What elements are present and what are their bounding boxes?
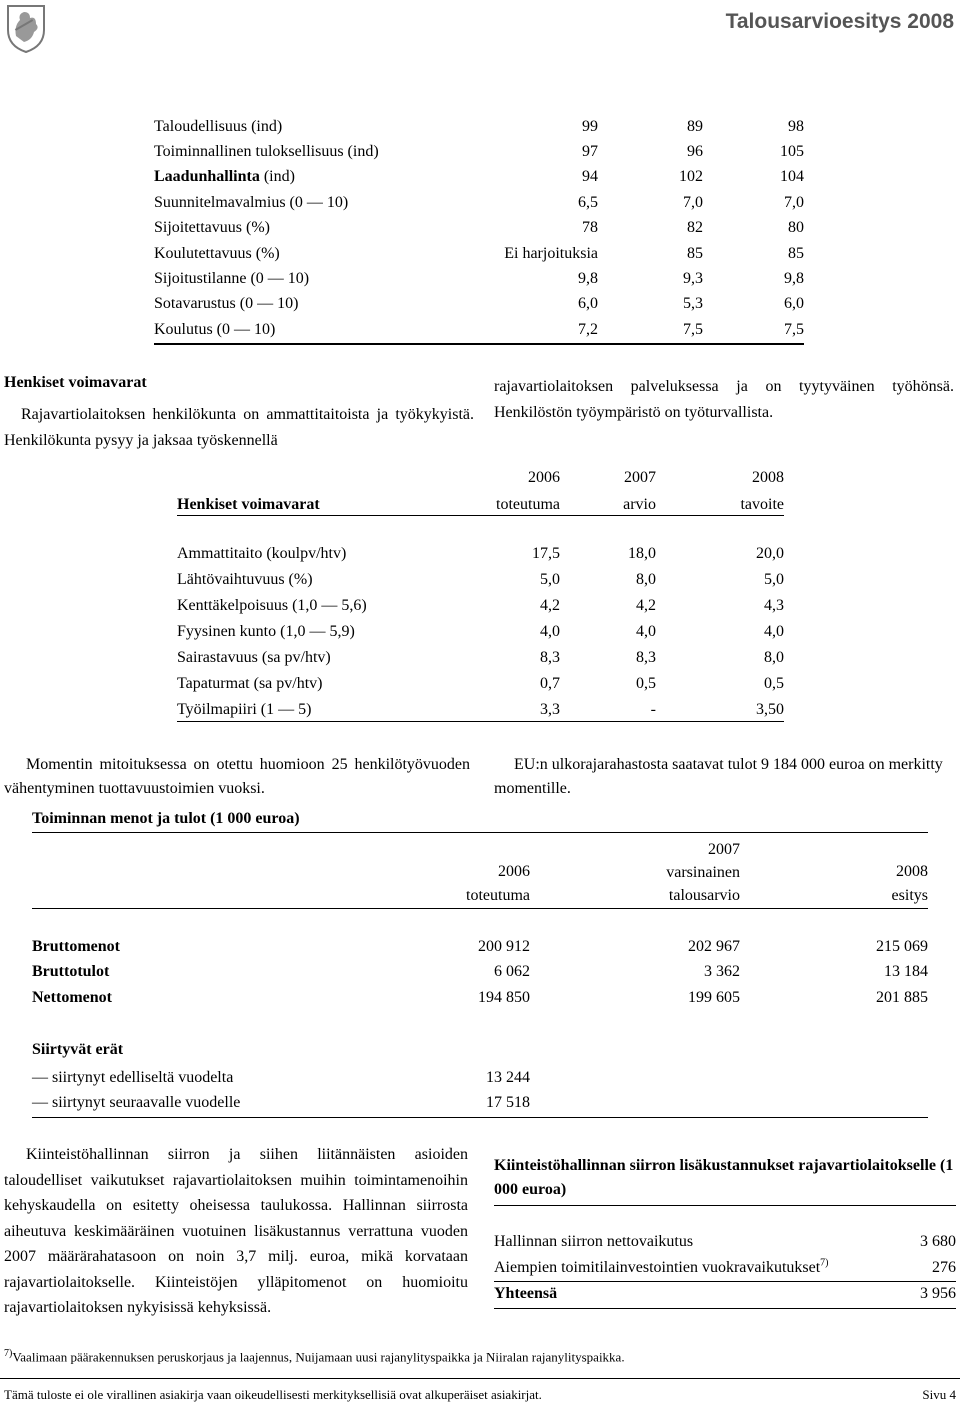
- cell-value: 85: [788, 244, 804, 262]
- cell-value: 3 362: [704, 963, 740, 981]
- cell-value: 6,0: [784, 295, 804, 313]
- table-rule: [32, 1117, 928, 1118]
- row-label: — siirtynyt seuraavalle vuodelle: [32, 1094, 241, 1112]
- row-label: Fyysinen kunto (1,0 — 5,9): [177, 623, 355, 640]
- row-label: Kenttäkelpoisuus (1,0 — 5,6): [177, 597, 367, 614]
- cell-value: 6,0: [578, 295, 598, 313]
- cell-value: 13 244: [486, 1068, 530, 1086]
- cell-value: 20,0: [756, 545, 784, 562]
- cell-value: 276: [932, 1258, 956, 1276]
- paragraph: Momentin mitoituksessa on otettu huomioon 25 henkilötyövuoden vähentyminen tuottavuustoimien vuoksi.: [4, 756, 470, 797]
- column-label: varsinainen: [666, 864, 740, 881]
- cell-value: 8,3: [636, 649, 656, 666]
- cell-value: -: [650, 701, 656, 718]
- column-label: talousarvio: [668, 887, 740, 904]
- table-row: [154, 139, 804, 164]
- cell-value: 202 967: [688, 937, 740, 955]
- cell-value: 9,3: [683, 270, 703, 288]
- table-row: [154, 292, 804, 317]
- column-label: esitys: [891, 887, 928, 904]
- table-row: [32, 1065, 530, 1091]
- column-header: [828, 860, 928, 908]
- indicator-table: [154, 114, 804, 343]
- table-row: [177, 697, 784, 723]
- paragraph: Rajavartiolaitoksen henkilökunta on ammattitaitoista ja työkykyistä. Henkilökunta pysyy ja jaksaa työskennellä: [4, 406, 474, 449]
- cell-value: Ei harjoituksia: [504, 244, 598, 262]
- cell-value: 4,2: [636, 597, 656, 614]
- henkiset-voimavarat-rows: [177, 541, 784, 723]
- cell-value: 13 184: [884, 963, 928, 981]
- cell-value: 97: [582, 143, 598, 161]
- coat-of-arms-logo: [4, 2, 48, 54]
- cell-value: 17 518: [486, 1094, 530, 1112]
- cell-value: 4,0: [764, 623, 784, 640]
- lisakustannukset-table: [494, 1229, 956, 1307]
- cell-value: 82: [687, 219, 703, 237]
- table-row: [177, 593, 784, 619]
- table-row: [494, 1255, 956, 1281]
- cell-value: 8,3: [540, 649, 560, 666]
- cell-value: 78: [582, 219, 598, 237]
- cell-value: 5,0: [764, 571, 784, 588]
- cell-value: 104: [780, 168, 804, 186]
- paragraph: rajavartiolaitoksen palveluksessa ja on tyytyväinen työhönsä. Henkilöstön työympäristö on työturvallista.: [494, 378, 954, 421]
- siirtyvat-title: Siirtyvät erät: [32, 1041, 124, 1058]
- column-year: 2006: [498, 863, 530, 880]
- row-label: Ammattitaito (koulpv/htv): [177, 545, 347, 562]
- column-header: toteutuma: [496, 495, 560, 513]
- row-label: [494, 1229, 886, 1255]
- table-row: [177, 645, 784, 671]
- cell-value: 0,5: [636, 675, 656, 692]
- cell-value: 96: [687, 143, 703, 161]
- cell-value: 5,0: [540, 571, 560, 588]
- table-row: [154, 114, 804, 139]
- cell-value: 194 850: [478, 988, 530, 1006]
- cell-value: 0,5: [764, 675, 784, 692]
- row-label: Taloudellisuus (ind): [154, 117, 283, 135]
- cell-value: 215 069: [876, 937, 928, 955]
- table-row: [177, 541, 784, 567]
- table-rule: [32, 908, 928, 909]
- table-row: [32, 960, 928, 986]
- column-header: tavoite: [740, 495, 784, 513]
- cell-value: 8,0: [764, 649, 784, 666]
- column-header: 2008: [752, 468, 784, 486]
- column-year: 2007: [708, 841, 740, 858]
- cell-value: 7,2: [578, 320, 598, 338]
- cell-value: 9,8: [784, 270, 804, 288]
- row-label: Toiminnallinen tuloksellisuus (ind): [154, 143, 379, 161]
- table-row: [154, 266, 804, 291]
- table-title: Henkiset voimavarat: [177, 495, 320, 513]
- cell-value: 6 062: [494, 963, 530, 981]
- row-label-suffix: (ind): [259, 168, 295, 186]
- section-heading: Henkiset voimavarat: [4, 374, 147, 391]
- cell-value: 7,5: [784, 320, 804, 338]
- table-row: [154, 190, 804, 215]
- table-rule: [177, 515, 784, 516]
- cell-value: 8,0: [636, 571, 656, 588]
- row-label: Tapaturmat (sa pv/htv): [177, 675, 323, 692]
- table-rule: [32, 832, 928, 833]
- cell-value: 105: [780, 143, 804, 161]
- cell-value: 201 885: [876, 988, 928, 1006]
- finnish-lion-coat-of-arms-icon: [4, 2, 48, 54]
- cell-value: 18,0: [628, 545, 656, 562]
- cell-value: 7,0: [784, 193, 804, 211]
- row-label-text: Hallinnan siirron nettovaikutus: [494, 1233, 694, 1250]
- row-label: Työilmapiiri (1 — 5): [177, 701, 312, 718]
- cell-value: 85: [687, 244, 703, 262]
- row-label-strong: Laadunhallinta: [154, 168, 260, 186]
- row-label: Nettomenot: [32, 988, 112, 1006]
- menot-tulot-table: [32, 934, 928, 1011]
- column-header: [620, 838, 740, 907]
- row-label: Sijoitustilanne (0 — 10): [154, 270, 310, 288]
- row-label: [154, 165, 450, 190]
- cell-value: 94: [582, 168, 598, 186]
- cell-value: 7,0: [683, 193, 703, 211]
- table-title: Kiinteistöhallinnan siirron lisäkustannukset rajavartiolaitokselle (1 000 euroa): [494, 1157, 954, 1198]
- row-label: Sairastavuus (sa pv/htv): [177, 649, 331, 666]
- cell-value: 3 680: [920, 1233, 956, 1250]
- table-row: [32, 1091, 530, 1117]
- cell-value: 7,5: [683, 320, 703, 338]
- cell-value: 0,7: [540, 675, 560, 692]
- cell-value: 200 912: [478, 937, 530, 955]
- cell-value: 199 605: [688, 988, 740, 1006]
- footer-disclaimer: Tämä tuloste ei ole virallinen asiakirja vaan oikeudellisesti merkityksellisiä ovat alkuperäiset asiakirjat.: [4, 1387, 542, 1402]
- footnote-mark: 7): [4, 1348, 13, 1359]
- paragraph: EU:n ulkorajarahastosta saatavat tulot 9 184 000 euroa on merkitty momentille.: [494, 756, 943, 797]
- row-label: Koulutettavuus (%): [154, 244, 280, 262]
- table-rule: [494, 1308, 956, 1309]
- column-header: 2006: [528, 468, 560, 486]
- table-row: [154, 165, 804, 190]
- row-label-text: Aiempien toimitilainvestointien vuokravaikutukset: [494, 1259, 821, 1277]
- cell-value: 4,0: [540, 623, 560, 640]
- table-row: [154, 216, 804, 241]
- table-title: Toiminnan menot ja tulot (1 000 euroa): [32, 810, 300, 827]
- table-row: [154, 241, 804, 266]
- cell-value: 4,3: [764, 597, 784, 614]
- table-row: [32, 934, 928, 960]
- cell-value: 99: [582, 117, 598, 135]
- cell-value: 4,0: [636, 623, 656, 640]
- table-row: [32, 985, 928, 1011]
- row-label: Sotavarustus (0 — 10): [154, 295, 299, 313]
- cell-value: 89: [687, 117, 703, 135]
- row-label: — siirtynyt edelliseltä vuodelta: [32, 1068, 234, 1086]
- table-row: [494, 1229, 956, 1255]
- cell-value: 17,5: [532, 545, 560, 562]
- table-rule: [494, 1205, 956, 1206]
- footnote-text: Vaalimaan päärakennuksen peruskorjaus ja laajennus, Nuijamaan uusi rajanylityspaikka ja Niiralan rajanylityspaikka.: [12, 1349, 625, 1365]
- cell-value: 3,50: [756, 701, 784, 718]
- cell-value: 4,2: [540, 597, 560, 614]
- table-rule: [154, 343, 804, 345]
- cell-value: 98: [788, 117, 804, 135]
- row-label: Sijoitettavuus (%): [154, 219, 270, 237]
- footnote: [4, 1348, 625, 1365]
- column-header: arvio: [623, 495, 656, 513]
- footnote-ref: 7): [820, 1258, 829, 1270]
- table-row: [177, 567, 784, 593]
- table-rule: [177, 721, 784, 722]
- henkiset-voimavarat-table: [177, 464, 784, 518]
- column-label: toteutuma: [466, 887, 530, 904]
- column-header: 2007: [624, 468, 656, 486]
- cell-value: 5,3: [683, 295, 703, 313]
- cell-value: 3,3: [540, 701, 560, 718]
- page-number: Sivu 4: [922, 1387, 956, 1402]
- cell-value: 80: [788, 219, 804, 237]
- table-row: [177, 671, 784, 697]
- cell-value: 6,5: [578, 193, 598, 211]
- row-label: Koulutus (0 — 10): [154, 320, 276, 338]
- total-label: Yhteensä: [494, 1285, 558, 1303]
- row-label: [494, 1255, 886, 1281]
- page-title: Talousarvioesitys 2008: [725, 10, 954, 33]
- row-label: Suunnitelmavalmius (0 — 10): [154, 193, 349, 211]
- total-value: 3 956: [920, 1285, 956, 1303]
- table-row: [177, 619, 784, 645]
- paragraph: Kiinteistöhallinnan siirron ja siihen liitännäisten asioiden taloudelliset vaikutukset rajavartiolaitoksen muihin toimintamenoihin kehyskaudella on esitetty oheisessa taulukossa. Hallinnan siirrosta aiheutuva keskimääräinen vuotuinen lisäkustannus verrattuna vuoden 2007 määrärahatasoon on noin 3,7 milj. euroa, mikä korvataan rajavartiolaitokselle. Kiinteistöjen ylläpitomenot on huomioitu rajavartiolaitoksen nykyisissä kehyksissä.: [4, 1146, 468, 1316]
- row-label: Bruttomenot: [32, 937, 120, 955]
- cell-value: 9,8: [578, 270, 598, 288]
- siirtyvat-table: [32, 1065, 530, 1116]
- table-row: [154, 317, 804, 342]
- column-year: 2008: [896, 863, 928, 880]
- footer-rule: [0, 1378, 960, 1379]
- row-label: Lähtövaihtuvuus (%): [177, 571, 313, 588]
- column-header: [430, 860, 530, 908]
- cell-value: 102: [679, 168, 703, 186]
- row-label: Bruttotulot: [32, 963, 110, 981]
